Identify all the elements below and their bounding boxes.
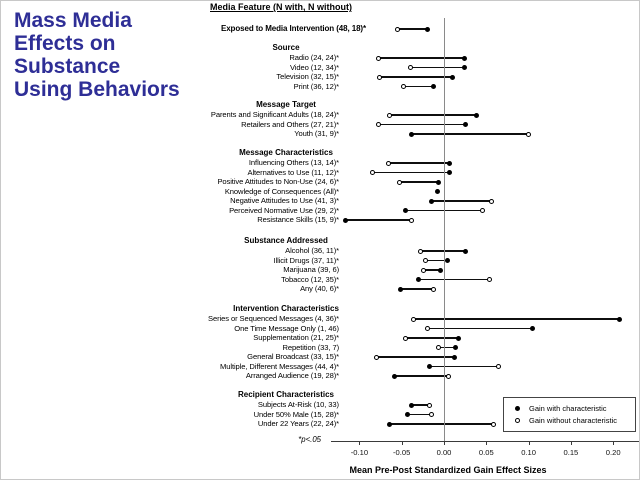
row-label: Radio (24, 24)* bbox=[289, 53, 339, 62]
dot-gain-with bbox=[456, 336, 461, 341]
row-label: Any (40, 6)* bbox=[300, 284, 339, 293]
x-tick-mark bbox=[402, 441, 403, 445]
row-label: Knowledge of Consequences (All)* bbox=[224, 186, 339, 196]
dot-gain-without bbox=[370, 170, 375, 175]
dot-gain-without bbox=[496, 364, 501, 369]
row-label: Arranged Audience (19, 28)* bbox=[245, 371, 339, 380]
dot-gain-without bbox=[397, 180, 402, 185]
legend-item-with bbox=[504, 404, 635, 413]
dot-gain-with bbox=[474, 113, 479, 118]
row-label: Positive Attitudes to Non-Use (24, 6)* bbox=[217, 177, 339, 186]
dot-gain-without bbox=[487, 277, 492, 282]
slide-title-line: Mass Media bbox=[14, 9, 132, 32]
row-label: Retailers and Others (27, 21)* bbox=[241, 119, 339, 129]
x-tick-label: 0.20 bbox=[605, 448, 621, 457]
dot-gain-without bbox=[423, 258, 428, 263]
row-label: Television (32, 15)* bbox=[276, 72, 339, 81]
row-label: One Time Message Only (1, 46) bbox=[234, 323, 339, 333]
row-label: Under 50% Male (15, 28)* bbox=[253, 409, 339, 419]
dot-gain-with bbox=[431, 84, 436, 89]
row-connector bbox=[420, 250, 465, 252]
dot-gain-without bbox=[387, 113, 392, 118]
dot-gain-without bbox=[436, 345, 441, 350]
row-label: Resistance Skills (15, 9)* bbox=[257, 215, 339, 224]
dot-gain-with bbox=[447, 170, 452, 175]
row-label: Exposed to Media Intervention (48, 18)* bbox=[220, 24, 366, 33]
slide-title-line: Effects on bbox=[14, 32, 116, 55]
section-header: Intervention Characteristics bbox=[233, 304, 339, 313]
dot-gain-with bbox=[617, 317, 622, 322]
dot-gain-with bbox=[409, 403, 414, 408]
dot-gain-with bbox=[453, 345, 458, 350]
dot-gain-with bbox=[450, 75, 455, 80]
row-connector bbox=[403, 86, 433, 88]
row-label: Series or Sequenced Messages (4, 36)* bbox=[208, 314, 339, 323]
legend bbox=[503, 397, 636, 432]
x-tick-mark bbox=[571, 441, 572, 445]
row-label: Supplementation (21, 25)* bbox=[253, 333, 339, 342]
row-connector bbox=[376, 356, 454, 358]
row-connector bbox=[431, 200, 491, 202]
x-tick-mark bbox=[486, 441, 487, 445]
legend-label-without: Gain without characteristic bbox=[529, 416, 617, 425]
x-tick-label: 0.10 bbox=[521, 448, 536, 457]
row-label: Under 22 Years (22, 24)* bbox=[257, 419, 339, 428]
row-connector bbox=[397, 28, 427, 30]
dot-gain-with bbox=[387, 422, 392, 427]
section-header: Message Target bbox=[256, 100, 316, 109]
dot-gain-without bbox=[446, 374, 451, 379]
dot-gain-without bbox=[431, 287, 436, 292]
x-tick-mark bbox=[613, 441, 614, 445]
dot-gain-without bbox=[427, 403, 432, 408]
dot-gain-without bbox=[377, 75, 382, 80]
row-connector bbox=[399, 181, 439, 183]
x-tick-mark bbox=[444, 441, 445, 445]
dot-gain-without bbox=[409, 218, 414, 223]
row-connector bbox=[390, 114, 476, 116]
row-connector bbox=[380, 76, 453, 78]
row-label: Youth (31, 9)* bbox=[294, 129, 339, 138]
slide-title-line: Using Behaviors bbox=[14, 78, 180, 101]
x-tick-label: -0.10 bbox=[350, 448, 369, 457]
dot-gain-without bbox=[489, 199, 494, 204]
x-tick-label: 0.05 bbox=[478, 448, 494, 457]
row-connector bbox=[419, 279, 490, 281]
row-connector bbox=[372, 172, 449, 174]
dot-gain-without bbox=[401, 84, 406, 89]
dot-gain-with bbox=[429, 199, 434, 204]
row-label: Parents and Significant Adults (18, 24)* bbox=[210, 110, 339, 119]
dot-gain-without bbox=[526, 132, 531, 137]
x-tick-label: 0.15 bbox=[563, 448, 579, 457]
dot-gain-with bbox=[445, 258, 450, 263]
significance-footnote: *p<.05 bbox=[298, 435, 321, 444]
x-tick-mark bbox=[359, 441, 360, 445]
section-header: Message Characteristics bbox=[239, 148, 333, 157]
section-header: Recipient Characteristics bbox=[237, 390, 335, 399]
dot-gain-without bbox=[376, 56, 381, 61]
legend-item-without bbox=[504, 416, 635, 425]
dot-gain-without bbox=[395, 27, 400, 32]
section-header: Source bbox=[272, 43, 300, 52]
dot-gain-with bbox=[463, 122, 468, 127]
row-label: Video (12, 34)* bbox=[289, 62, 339, 72]
row-label: Marijuana (39, 6) bbox=[283, 265, 339, 274]
row-connector bbox=[410, 67, 464, 69]
row-label: Alcohol (36, 11)* bbox=[285, 246, 339, 255]
section-header: Substance Addressed bbox=[244, 236, 328, 245]
dot-gain-with bbox=[425, 27, 430, 32]
x-tick-label: 0.00 bbox=[436, 448, 452, 457]
dot-gain-without bbox=[411, 317, 416, 322]
row-label: General Broadcast (33, 15)* bbox=[247, 352, 339, 361]
row-connector bbox=[378, 124, 466, 126]
dot-gain-with bbox=[405, 412, 410, 417]
row-label: Repetition (33, 7) bbox=[282, 342, 339, 352]
dot-gain-without bbox=[408, 65, 413, 70]
slide-title bbox=[14, 9, 180, 101]
row-label: Print (36, 12)* bbox=[293, 81, 339, 91]
x-tick-mark bbox=[529, 441, 530, 445]
dot-gain-without bbox=[425, 326, 430, 331]
row-label: Perceived Normative Use (29, 2)* bbox=[229, 205, 339, 215]
row-label: Illicit Drugs (37, 11)* bbox=[273, 255, 339, 265]
dot-gain-with bbox=[435, 189, 440, 194]
dot-gain-with bbox=[447, 161, 452, 166]
row-label: Tobacco (12, 35)* bbox=[281, 274, 339, 284]
row-label: Subjects At-Risk (10, 33) bbox=[257, 400, 339, 409]
x-axis-title: Mean Pre-Post Standardized Gain Effect Sizes bbox=[349, 465, 547, 475]
dot-gain-with bbox=[452, 355, 457, 360]
dot-gain-with bbox=[436, 180, 441, 185]
legend-label-with: Gain with characteristic bbox=[529, 404, 607, 413]
dot-gain-with bbox=[343, 218, 348, 223]
dot-gain-without bbox=[480, 208, 485, 213]
dot-gain-without bbox=[491, 422, 496, 427]
dot-gain-with bbox=[462, 65, 467, 70]
slide-title-line: Substance bbox=[14, 55, 121, 78]
dot-gain-without bbox=[418, 249, 423, 254]
x-axis-line bbox=[331, 441, 639, 442]
dot-gain-without bbox=[376, 122, 381, 127]
row-connector bbox=[400, 288, 434, 290]
row-label: Influencing Others (13, 14)* bbox=[248, 158, 339, 167]
open-dot-icon bbox=[515, 418, 520, 423]
row-connector bbox=[345, 219, 411, 221]
x-tick-label: -0.05 bbox=[393, 448, 411, 457]
dot-gain-with bbox=[438, 268, 443, 273]
dot-gain-with bbox=[530, 326, 535, 331]
row-connector bbox=[430, 366, 499, 368]
dot-gain-with bbox=[416, 277, 421, 282]
row-connector bbox=[389, 423, 493, 425]
row-label: Negative Attitudes to Use (41, 3)* bbox=[230, 196, 339, 205]
dot-gain-without bbox=[374, 355, 379, 360]
row-label: Alternatives to Use (11, 12)* bbox=[247, 167, 339, 177]
dot-gain-with bbox=[463, 249, 468, 254]
zero-reference-line bbox=[444, 18, 445, 441]
row-connector bbox=[395, 375, 448, 377]
row-connector bbox=[406, 337, 458, 339]
filled-dot-icon bbox=[515, 406, 520, 411]
row-connector bbox=[388, 162, 449, 164]
row-connector bbox=[411, 133, 529, 135]
row-label: Multiple, Different Messages (44, 4)* bbox=[220, 361, 339, 371]
column-header: Media Feature (N with, N without) bbox=[210, 2, 352, 12]
dot-gain-with bbox=[427, 364, 432, 369]
dot-gain-with bbox=[409, 132, 414, 137]
row-connector bbox=[408, 414, 432, 416]
dot-gain-without bbox=[386, 161, 391, 166]
dot-gain-without bbox=[429, 412, 434, 417]
dot-gain-with bbox=[462, 56, 467, 61]
dot-gain-without bbox=[421, 268, 426, 273]
dot-gain-with bbox=[398, 287, 403, 292]
dot-gain-with bbox=[403, 208, 408, 213]
row-connector bbox=[378, 57, 464, 59]
